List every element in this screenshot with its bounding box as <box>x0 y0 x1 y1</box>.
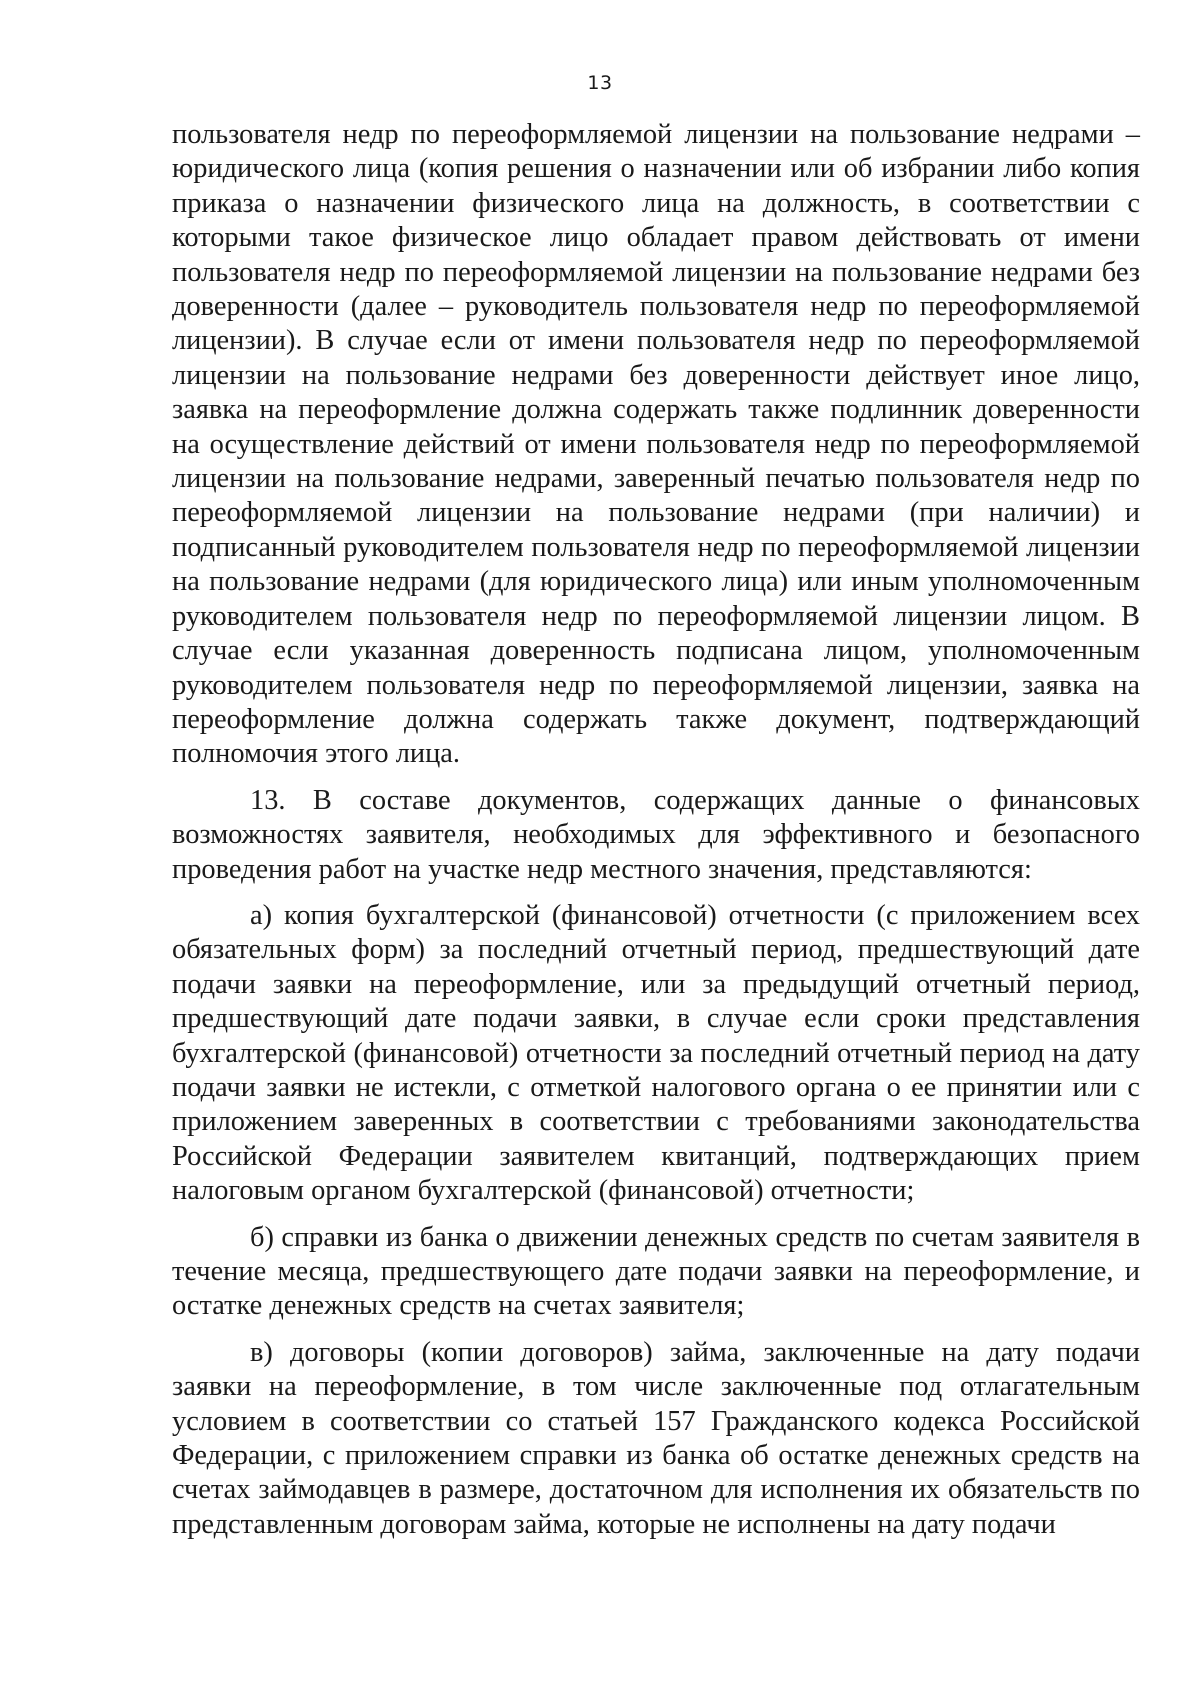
paragraph-subitem-b: б) справки из банка о движении денежных средств по счетам заявителя в течение месяца, предшествующего дате подачи заявки на переоформление, и остатке денежных средств на счетах заявителя; <box>172 1221 1140 1322</box>
paragraph-item-13: 13. В составе документов, содержащих данные о финансовых возможностях заявителя, необходимых для эффективного и безопасного проведения работ на участке недр местного значения, представляются: <box>172 784 1140 885</box>
paragraph-subitem-v: в) договоры (копии договоров) займа, заключенные на дату подачи заявки на переоформление, в том числе заключенные под отлагательным условием в соответствии со статьей 157 Гражданского кодекса Российской Федерации, с приложением справки из банка об остатке денежных средств на счетах займодавцев в размере, достаточном для исполнения их обязательств по представленным договорам займа, которые не исполнены на дату подачи <box>172 1336 1140 1540</box>
paragraph-continuation: пользователя недр по переоформляемой лицензии на пользование недрами – юридического лица (копия решения о назначении или об избрании либо копия приказа о назначении физического лица на должность, в соответствии с которыми такое физическое лицо обладает правом действовать от имени пользователя недр по переоформляемой лицензии на пользование недрами без доверенности (далее – руководитель пользователя недр по переоформляемой лицензии). В случае если от имени пользователя недр по переоформляемой лицензии на пользование недрами без доверенности действует иное лицо, заявка на переоформление должна содержать также подлинник доверенности на осуществление действий от имени пользователя недр по переоформляемой лицензии на пользование недрами, заверенный печатью пользователя недр по переоформляемой лицензии на пользование недрами (при наличии) и подписанный руководителем пользователя недр по переоформляемой лицензии на пользование недрами (для юридического лица) или иным уполномоченным руководителем пользователя недр по переоформляемой лицензии лицом. В случае если указанная доверенность подписана лицом, уполномоченным руководителем пользователя недр по переоформляемой лицензии, заявка на переоформление должна содержать также документ, подтверждающий полномочия этого лица. <box>172 119 1140 770</box>
page-body <box>172 118 1140 1542</box>
page-number: 13 <box>587 72 613 94</box>
paragraph-subitem-a: а) копия бухгалтерской (финансовой) отчетности (с приложением всех обязательных форм) за последний отчетный период, предшествующий дате подачи заявки на переоформление, или за предыдущий отчетный период, предшествующий дате подачи заявки, в случае если сроки представления бухгалтерской (финансовой) отчетности за последний отчетный период на дату подачи заявки не истекли, с отметкой налогового органа о ее принятии или с приложением заверенных в соответствии с требованиями законодательства Российской Федерации заявителем квитанций, подтверждающих прием налоговым органом бухгалтерской (финансовой) отчетности; <box>172 899 1140 1207</box>
